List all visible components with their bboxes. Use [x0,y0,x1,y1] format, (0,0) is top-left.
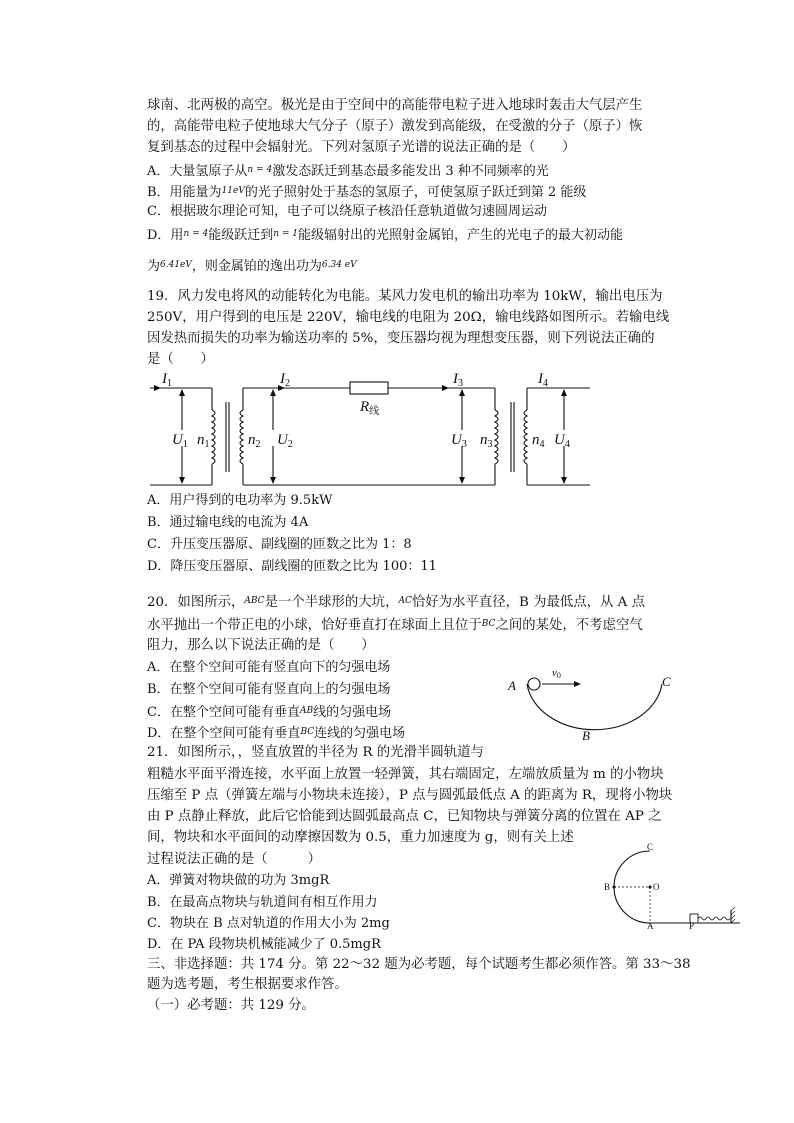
q21-line4: 由 P 点静止释放，此后它恰能到达圆弧最高点 C，已知物块与弹簧分离的位置在 AP 之 [147,809,662,824]
q19-option-b: B．通过输电线的电流为 4A [147,515,309,530]
q21-line5: 间，物块和水平面间的动摩擦因数为 0.5，重力加速度为 g，则有关上述 [147,830,574,845]
q20-line3: 阻力，那么以下说法正确的是（ ） [147,638,375,653]
q19-option-c: C．升压变压器原、副线圈的匝数之比为 1：8 [147,537,412,552]
q19-option-d: D．降压变压器原、副线圈的匝数之比为 100：11 [147,559,437,574]
q19-line4: 是（ ） [147,352,214,367]
semicircle-track-diagram [604,843,744,929]
label-I2: $I_2$ [280,371,290,389]
q20-line2: 水平抛出一个带正电的小球，恰好垂直打在球面上且位于$^{BC}$之间的某处，不考虑空气 [147,618,643,633]
q20-line1: 20．如图所示，$^{ABC}$是一个半球形的大坑，$^{AC}$恰好为水平直径，B 为最低点，从 A 点 [147,595,645,610]
label-U3: $U_3$ [451,432,467,450]
label-O: O [653,882,660,892]
transmission-circuit-diagram [150,368,600,488]
q21-line3: 压缩至 P 点（弹簧左端与小物块未连接），P 点与圆弧最低点 A 的距离为 R，现将小物块 [147,788,673,803]
label-A: A [508,678,516,693]
label-U2: $U_2$ [277,432,293,450]
section-3-line1: 三、非选择题：共 174 分。第 22～32 题为必考题，每个试题考生都必须作答。第 33～38 [147,957,691,972]
q20-option-d: D．在整个空间可能有垂直$^{BC}$连线的匀强电场 [147,726,406,741]
q18-option-d-cont: 为$^{6.41eV}$，则金属铂的逸出功为$^{6.34 eV}$ [147,259,357,274]
label-U4: $U_4$ [554,432,570,450]
q18-option-a: A．大量氢原子从$^{n = 4}$激发态跃迁到基态最多能发出 3 种不同频率的光 [147,164,549,179]
label-C: C [662,674,671,689]
q19-line2: 250V，用户得到的电压是 220V，输电线的电阻为 20Ω，输电线路如图所示。若输电线 [147,310,670,325]
q21-option-a: A．弹簧对物块做的功为 3mgR [147,873,330,888]
label-n1: $n_1$ [197,432,210,450]
q21-line6: 过程说法正确的是（ ） [147,852,322,867]
label-I3: $I_3$ [453,371,463,389]
q20-option-a: A．在整个空间可能有竖直向下的匀强电场 [147,660,391,675]
q18-option-b: B．用能量为$^{11eV}$的光子照射处于基态的氢原子，可使氢原子跃迁到第 2 能级 [147,185,587,200]
label-n2: $n_2$ [248,432,261,450]
label-n4: $n_4$ [532,432,545,450]
hemisphere-pit-diagram [502,660,682,742]
label-C: C [647,843,654,852]
q19-option-a: A．用户得到的电功率为 9.5kW [147,493,333,508]
label-n3: $n_3$ [480,432,493,450]
label-U1: $U_1$ [172,432,188,450]
q18-line2: 的，高能带电粒子使地球大气分子（原子）激发到高能级，在受激的分子（原子）恢 [147,119,643,134]
q19-line3: 因发热而损失的功率为输送功率的 5%，变压器均视为理想变压器，则下列说法正确的 [147,331,655,346]
q21-line2: 粗糙水平面平滑连接，水平面上放置一轻弹簧，其右端固定，左端放质量为 m 的小物块 [147,767,664,782]
q21-line1: 21．如图所示，，竖直放置的半径为 R 的光滑半圆轨道与 [147,745,484,760]
q19-line1: 19．风力发电将风的动能转化为电能。某风力发电机的输出功率为 10kW，输出电压为 [147,289,663,304]
q21-option-b: B．在最高点物块与轨道间有相互作用力 [147,895,378,910]
q21-option-c: C．物块在 B 点对轨道的作用大小为 2mg [147,916,390,931]
label-I4: $I_4$ [538,371,548,389]
label-I1: $I_1$ [162,371,172,389]
label-R-line: $R_线$ [360,399,380,417]
label-v0: v0 [552,667,561,680]
label-B: B [604,882,611,892]
q18-line3: 复到基态的过程中会辐射光。下列对氢原子光谱的说法正确的是（ ） [147,140,576,155]
q18-option-d: D．用$^{n = 4}$能级跃迁到$^{n = 1}$能级辐射出的光照射金属铂，产生的光电子的最大初动能 [147,228,624,243]
q20-option-c: C．在整个空间可能有垂直$^{AB}$线的匀强电场 [147,705,392,720]
section-3-line2: 题为选考题，考生根据要求作答。 [147,977,348,992]
label-B: B [582,728,590,742]
label-P: P [689,921,695,929]
section-3-line3: （一）必考题：共 129 分。 [147,998,315,1013]
q21-option-d: D．在 PA 段物块机械能减少了 0.5mgR [147,937,381,952]
label-A: A [647,921,654,929]
q18-option-c: C．根据玻尔理论可知，电子可以绕原子核沿任意轨道做匀速圆周运动 [147,204,547,219]
q18-line1: 球南、北两极的高空。极光是由于空间中的高能带电粒子进入地球时轰击大气层产生 [147,98,643,113]
q20-option-b: B．在整个空间可能有竖直向上的匀强电场 [147,682,391,697]
